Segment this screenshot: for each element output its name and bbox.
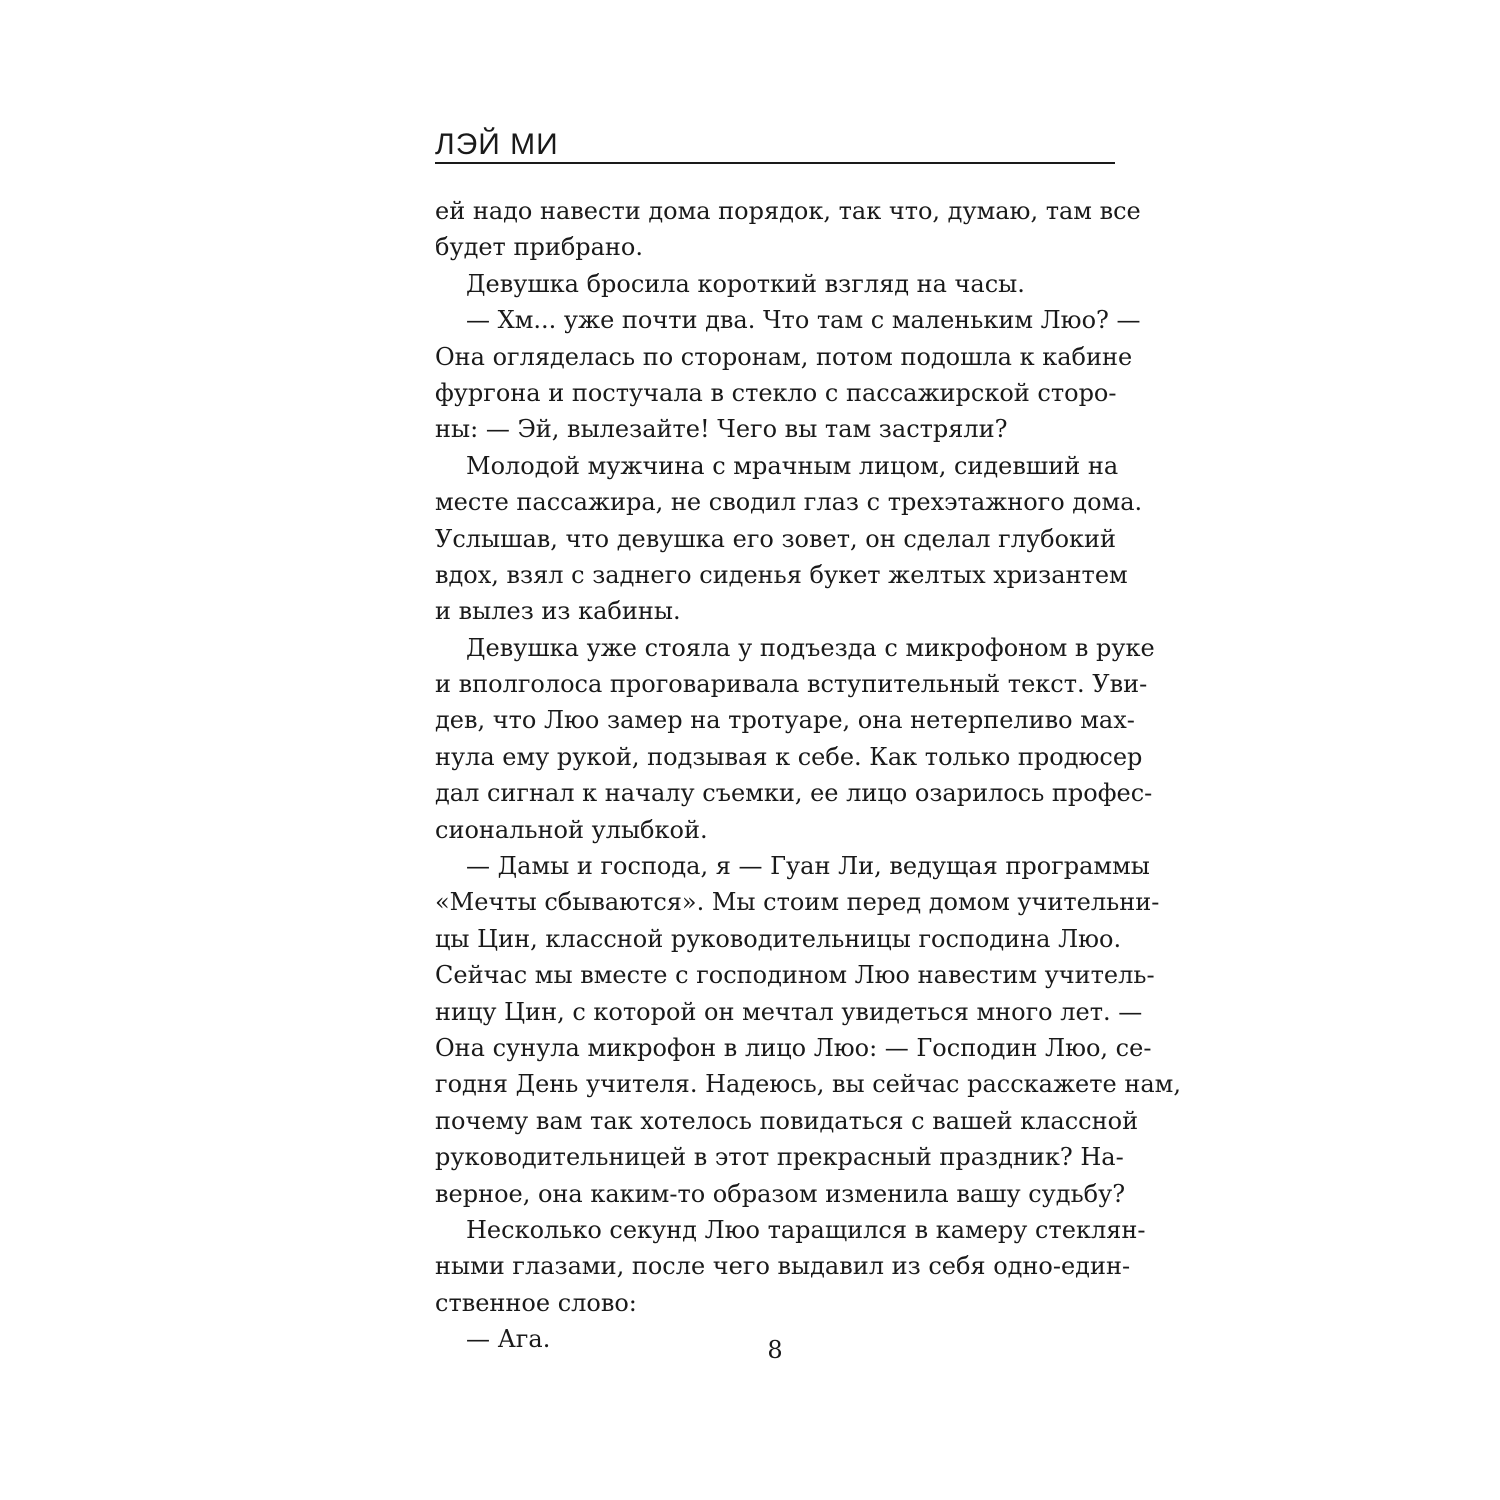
running-head: ЛЭЙ МИ (435, 128, 559, 161)
text-line: «Мечты сбываются». Мы стоим перед домом учительни- (435, 888, 1160, 917)
body-text (435, 193, 1181, 1358)
text-line: — Хм... уже почти два. Что там с маленьким Люо? — (466, 306, 1141, 335)
text-line: ными глазами, после чего выдавил из себя одно-един- (435, 1252, 1131, 1281)
text-line: годня День учителя. Надеюсь, вы сейчас расскажете нам, (435, 1070, 1181, 1099)
text-line: ей надо навести дома порядок, так что, думаю, там все (435, 197, 1141, 225)
text-line: дал сигнал к началу съемки, ее лицо озарилось профес- (435, 779, 1153, 808)
text-line: ны: — Эй, вылезайте! Чего вы там застряли? (435, 415, 1008, 444)
text-line: Она сунула микрофон в лицо Люо: — Господин Люо, се- (435, 1033, 1152, 1062)
text-line: ственное слово: (435, 1288, 637, 1317)
text-line: верное, она каким-то образом изменила вашу судьбу? (435, 1179, 1126, 1208)
text-line: и вылез из кабины. (435, 597, 681, 626)
text-line: будет прибрано. (435, 233, 644, 262)
text-line: нула ему рукой, подзывая к себе. Как только продюсер (435, 742, 1143, 771)
text-line: — Дамы и господа, я — Гуан Ли, ведущая программы (466, 852, 1150, 881)
text-line: Она огляделась по сторонам, потом подошла к кабине (435, 342, 1133, 371)
text-line: Сейчас мы вместе с господином Люо навестим учитель- (435, 961, 1155, 990)
text-line: вдох, взял с заднего сиденья букет желтых хризантем (435, 560, 1128, 589)
header-rule (435, 162, 1115, 164)
text-line: сиональной улыбкой. (435, 815, 708, 844)
text-line: Девушка бросила короткий взгляд на часы. (466, 269, 1025, 298)
text-line: руководительницей в этот прекрасный праздник? На- (435, 1143, 1124, 1172)
text-line: цы Цин, классной руководительницы господина Люо. (435, 924, 1122, 953)
text-line: Молодой мужчина с мрачным лицом, сидевший на (466, 451, 1119, 480)
text-line: Девушка уже стояла у подъезда с микрофоном в руке (466, 633, 1155, 662)
text-line: месте пассажира, не сводил глаз с трехэтажного дома. (435, 488, 1143, 517)
text-line: и вполголоса проговаривала вступительный текст. Уви- (435, 670, 1148, 699)
text-line: почему вам так хотелось повидаться с вашей классной (435, 1106, 1139, 1135)
text-line: фургона и постучала в стекло с пассажирской сторо- (435, 378, 1117, 407)
page-number: 8 (767, 1336, 783, 1364)
text-line: Несколько секунд Люо таращился в камеру стеклян- (466, 1215, 1146, 1244)
text-line: ницу Цин, с которой он мечтал увидеться много лет. — (435, 997, 1143, 1026)
text-line: — Ага. (466, 1325, 551, 1354)
text-line: Услышав, что девушка его зовет, он сделал глубокий (435, 524, 1117, 553)
text-line: дев, что Люо замер на тротуаре, она нетерпеливо мах- (435, 706, 1135, 735)
